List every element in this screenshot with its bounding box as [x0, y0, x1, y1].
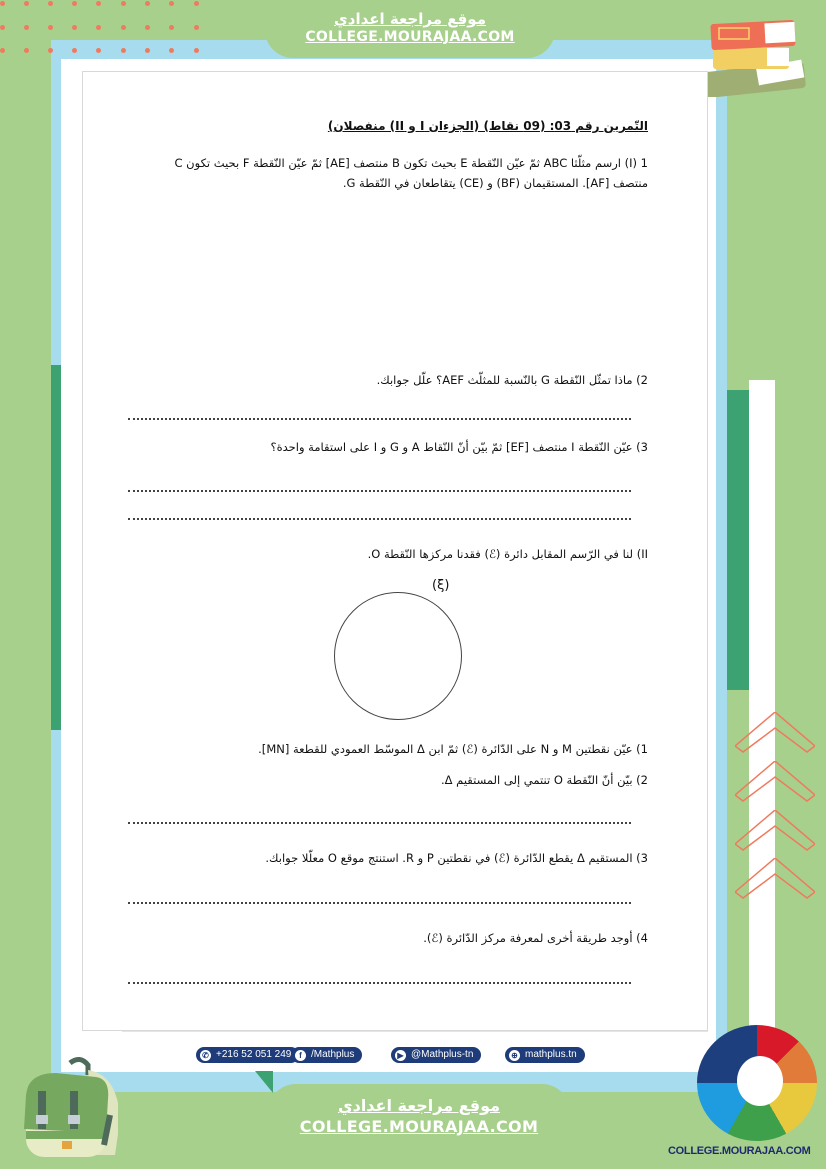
- social-website[interactable]: [505, 1047, 585, 1063]
- part1-question1-line2: منتصف [AF]. المستقيمان (BF) و (CE) يتقاطعان في النّقطة G.: [342, 176, 648, 190]
- social-label: @Mathplus-tn: [411, 1049, 474, 1060]
- whatsapp-icon: ✆: [200, 1050, 211, 1061]
- answer-line[interactable]: [128, 418, 631, 420]
- circle-label: (ξ): [432, 578, 450, 593]
- site-footer-banner[interactable]: [268, 1084, 570, 1169]
- green-accent-left: [51, 365, 61, 730]
- social-label: +216 52 051 249: [216, 1049, 292, 1060]
- answer-line[interactable]: [128, 822, 631, 824]
- social-whatsapp[interactable]: [196, 1047, 299, 1063]
- part2-question2: 2) بيّن أنّ النّقطة O تنتمي إلى المستقيم Δ.: [441, 773, 648, 787]
- youtube-icon: ▶: [395, 1050, 406, 1061]
- site-header-banner[interactable]: [265, 0, 555, 58]
- circle-figure: [334, 592, 462, 720]
- answer-line[interactable]: [128, 490, 631, 492]
- exercise-title: التّمرين رقم 03: (09 نقاط) (الجزءان I و II) منفصلان): [327, 119, 648, 133]
- part1-question1-line1: I) 1) ارسم مثلّثا ABC ثمّ عيّن النّقطة E بحيث تكون B منتصف [AE] ثمّ عيّن النّقطة F بحيث تكون C: [174, 156, 648, 170]
- facebook-icon: f: [295, 1050, 306, 1061]
- site-name-arabic: موقع مراجعة اعدادي: [334, 10, 486, 28]
- part2-question1: 1) عيّن نقطتين M و N على الدّائرة (ℰ) ثمّ ابن Δ الموسّط العمودي للقطعة [MN].: [258, 742, 648, 756]
- backpack-illustration: [18, 1055, 118, 1160]
- social-facebook[interactable]: [291, 1047, 362, 1063]
- books-illustration: [697, 12, 817, 97]
- social-youtube[interactable]: [391, 1047, 481, 1063]
- logo-text[interactable]: COLLEGE.MOURAJAA.COM: [668, 1145, 811, 1157]
- part2-question4: 4) أوجد طريقة أخرى لمعرفة مركز الدّائرة (ℰ).: [423, 931, 648, 945]
- answer-line[interactable]: [128, 518, 631, 520]
- site-url-link[interactable]: COLLEGE.MOURAJAA.COM: [299, 1117, 539, 1136]
- social-label: mathplus.tn: [525, 1049, 577, 1060]
- green-accent-right: [727, 390, 749, 690]
- answer-line[interactable]: [128, 902, 631, 904]
- social-label: /Mathplus: [311, 1049, 355, 1060]
- site-name-arabic: موقع مراجعة اعدادي: [337, 1096, 501, 1115]
- site-url-link[interactable]: COLLEGE.MOURAJAA.COM: [305, 29, 515, 45]
- part2-question3: 3) المستقيم Δ يقطع الدّائرة (ℰ) في نقطتين P و R. استنتج موقع O معلّلا جوابك.: [265, 851, 648, 865]
- part1-question2: 2) ماذا تمثّل النّقطة G بالنّسبة للمثلّث AEF؟ علّل جوابك.: [376, 373, 648, 387]
- chevron-up-icon: [735, 858, 815, 918]
- logo-center: [737, 1056, 783, 1106]
- part1-question3: 3) عيّن النّقطة I منتصف [EF] ثمّ بيّن أنّ النّقاط A و G و I على استقامة واحدة؟: [270, 440, 648, 454]
- globe-icon: ⊕: [509, 1050, 520, 1061]
- part2-intro: II) لنا في الرّسم المقابل دائرة (ℰ) فقدنا مركزها النّقطة O.: [367, 547, 648, 561]
- answer-line[interactable]: [128, 982, 631, 984]
